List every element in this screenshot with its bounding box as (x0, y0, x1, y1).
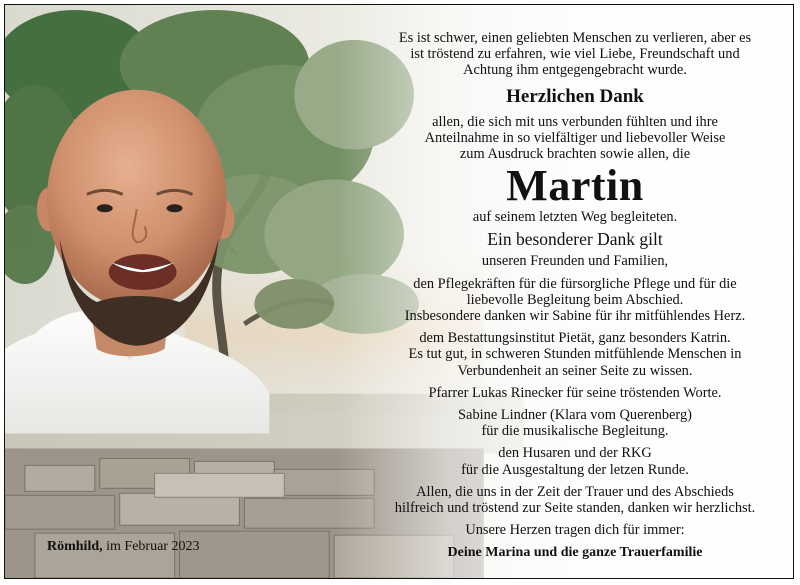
group-line: Allen, die uns in der Zeit der Trauer und des Abschieds (416, 483, 734, 500)
deceased-name: Martin (506, 161, 644, 211)
group-line: hilfreich und tröstend zur Seite standen, danken wir herzlichst. (394, 500, 756, 517)
intro-line: Achtung ihm entgegengebracht wurde. (463, 62, 687, 79)
thanks-line: zum Ausdruck brachten sowie allen, die (459, 146, 691, 163)
group-line: den Husaren und der RKG (498, 445, 652, 462)
group-line: liebevolle Begleitung beim Abschied. (466, 291, 684, 308)
group-line: für die musikalische Begleitung. (481, 423, 669, 440)
after-name-line: auf seinem letzten Weg begleiteten. (472, 209, 678, 226)
group-line: Es tut gut, in schweren Stunden mitfühlende Menschen in (408, 346, 742, 363)
intro-line: Es ist schwer, einen geliebten Menschen zu verlieren, aber es (398, 30, 752, 46)
place-and-date (47, 539, 199, 555)
place-town: Römhild, (47, 539, 103, 554)
closing-line: Unsere Herzen tragen dich für immer: (465, 522, 685, 539)
group-line: den Pflegekräften für die fürsorgliche Pflege und für die (413, 275, 737, 292)
group-line: Verbundenheit an seiner Seite zu wissen. (457, 362, 693, 379)
thanks-line: Anteilnahme in so vielfältiger und liebevoller Weise (424, 129, 726, 146)
group-line: dem Bestattungsinstitut Pietät, ganz besonders Katrin. (419, 330, 731, 347)
thanks-line: allen, die sich mit uns verbunden fühlten und ihre (432, 113, 718, 130)
intro-line: ist tröstend zu erfahren, wie viel Liebe, Freundschaft und (410, 46, 740, 63)
thanks-text-column (360, 30, 790, 561)
obituary-card (4, 4, 794, 579)
special-thanks-heading: Ein besonderer Dank gilt (487, 229, 663, 250)
thanks-heading: Herzlichen Dank (506, 85, 644, 107)
group-line: Insbesondere danken wir Sabine für ihr mitfühlendes Herz. (404, 308, 746, 325)
family-signature: Deine Marina und die ganze Trauerfamilie (447, 545, 703, 561)
group-line: unseren Freunden und Familien, (481, 253, 669, 270)
place-date: im Februar 2023 (102, 539, 200, 554)
group-line: für die Ausgestaltung der letzen Runde. (461, 461, 689, 478)
group-line: Pfarrer Lukas Rinecker für seine tröstenden Worte. (428, 384, 722, 401)
group-line: Sabine Lindner (Klara vom Querenberg) (458, 407, 692, 424)
